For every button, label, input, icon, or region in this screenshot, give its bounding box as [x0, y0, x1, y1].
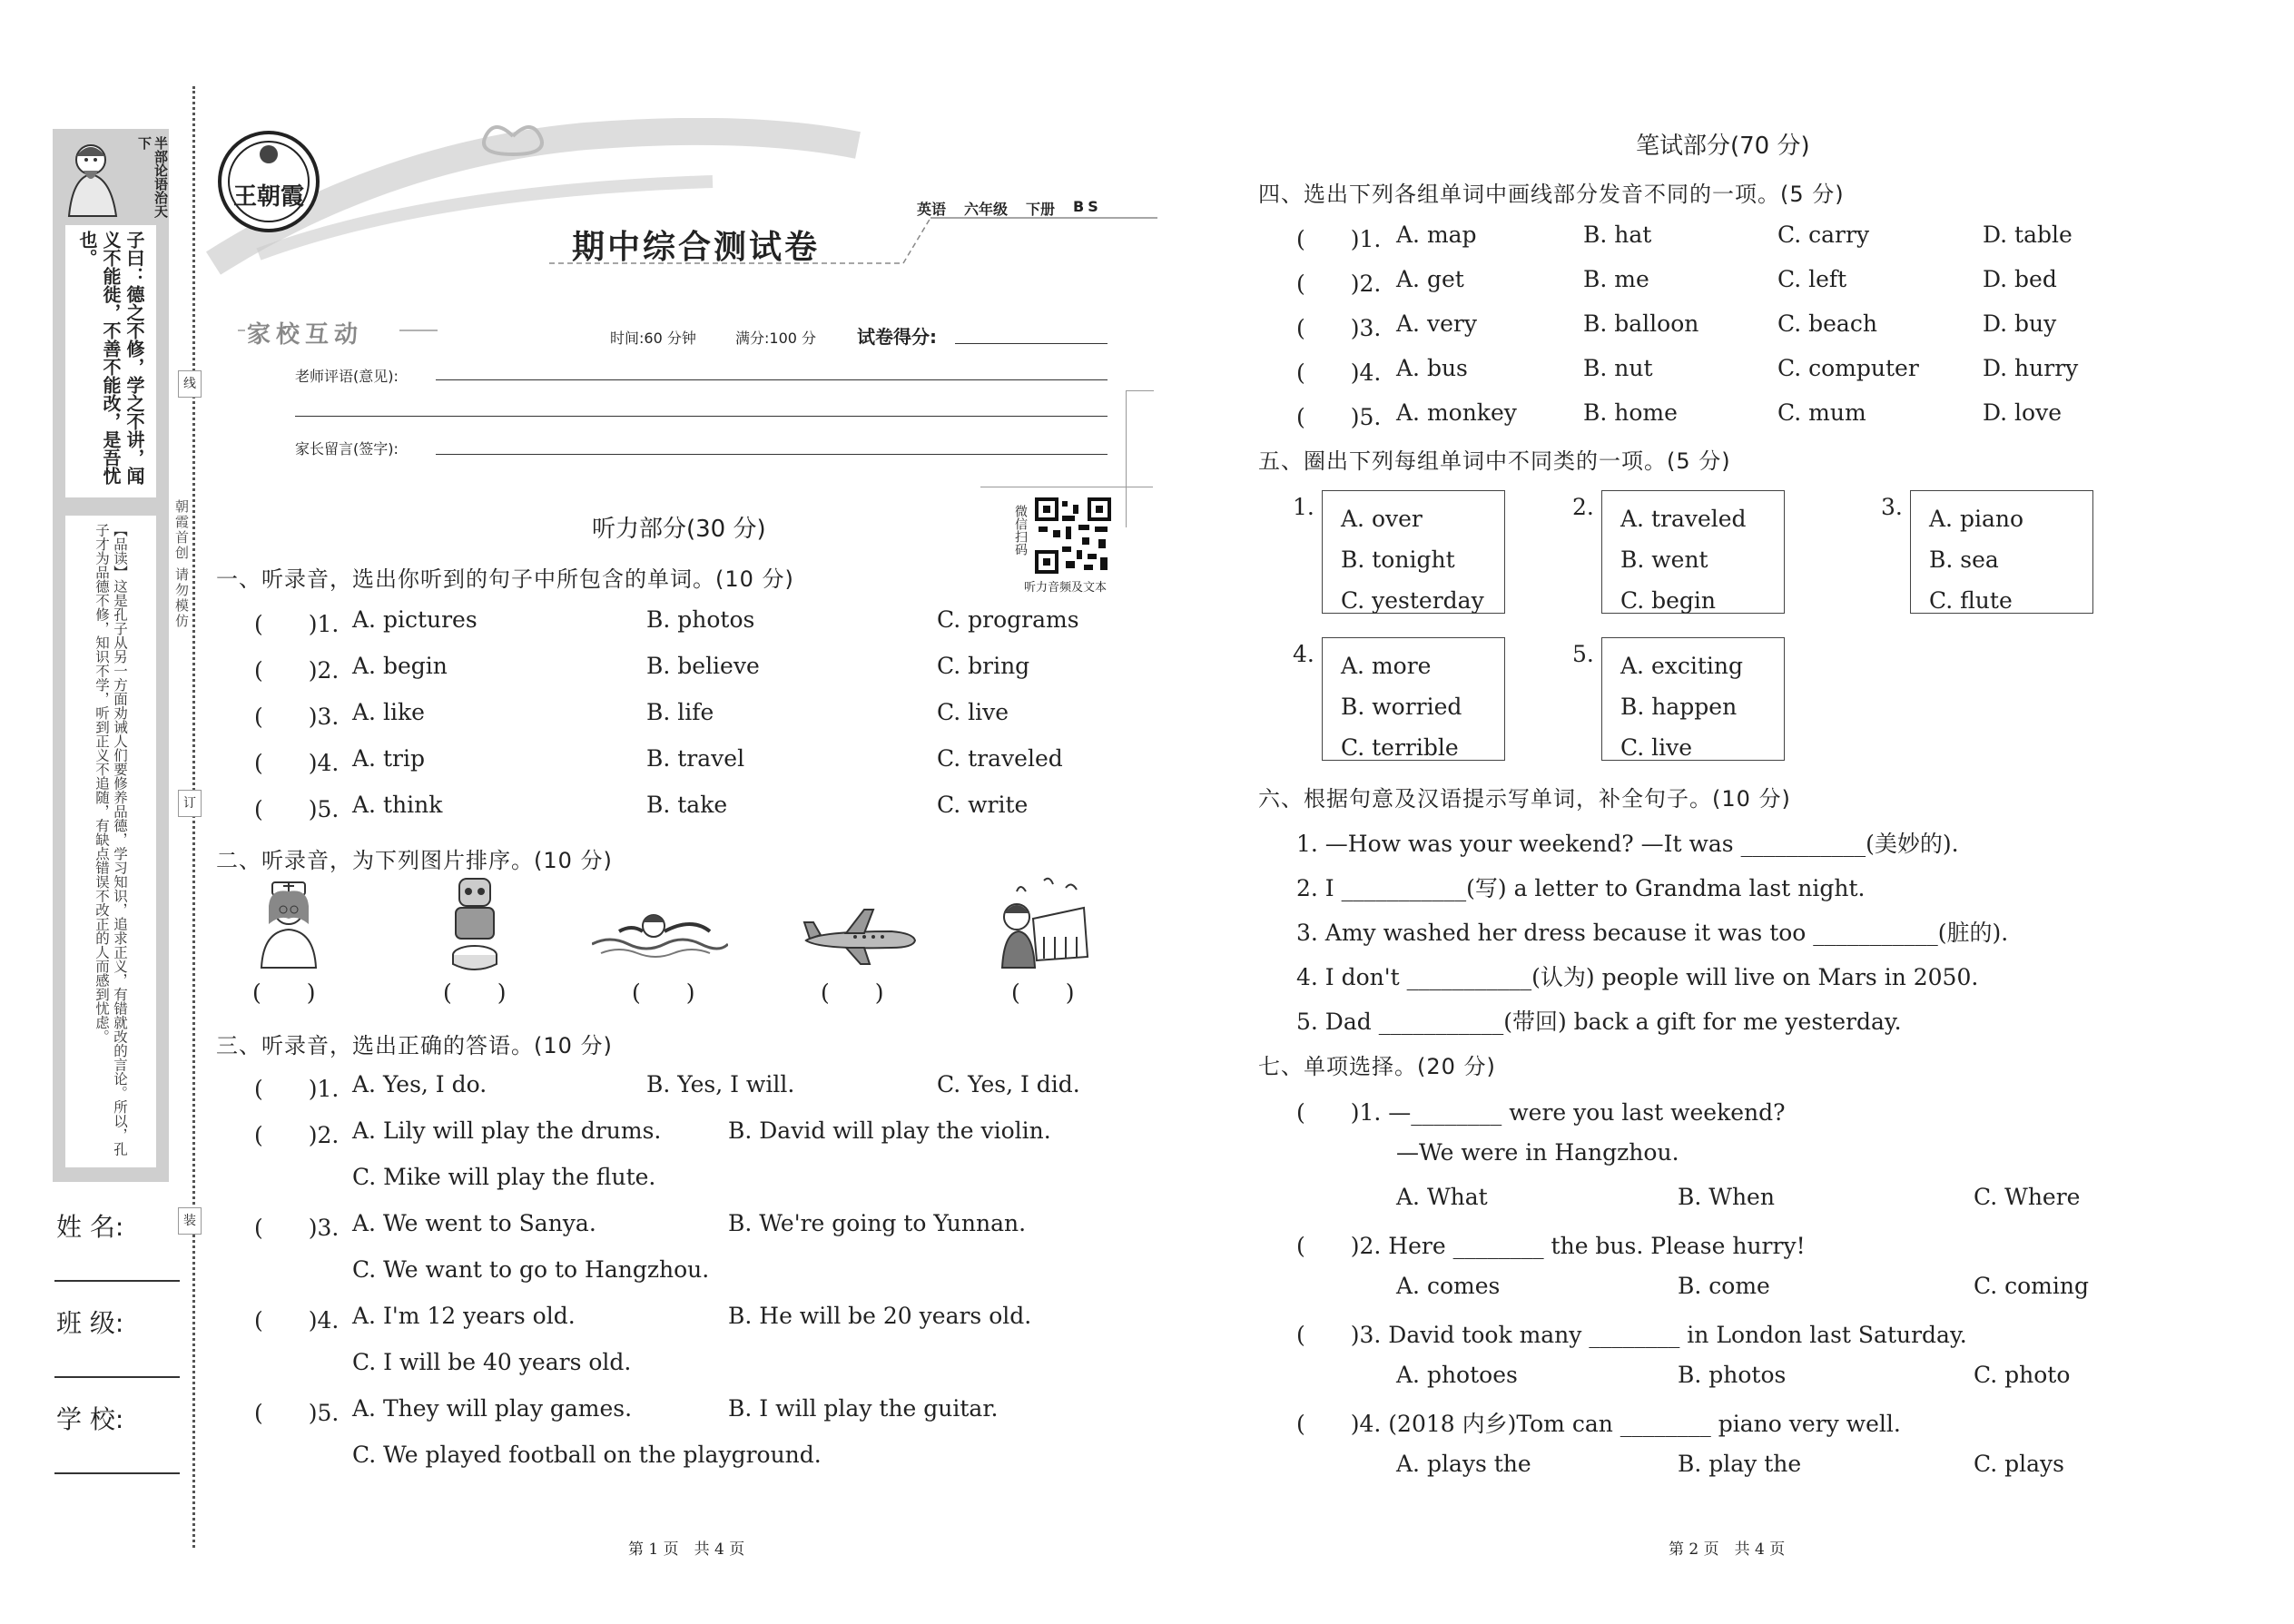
name-field[interactable] [54, 1280, 180, 1282]
binding-mark-bind: 装 [178, 1207, 202, 1235]
qr-scan-note: 微信扫码 [1013, 505, 1028, 556]
order-blank-4[interactable]: ( ) [821, 979, 884, 1006]
class-label: 班 级: [56, 1308, 124, 1338]
tag-volume: 下册 [1026, 201, 1056, 218]
option-b[interactable]: B. When [1678, 1184, 1775, 1210]
name-label: 姓 名: [56, 1212, 124, 1242]
group-number: 1. [1293, 494, 1314, 520]
s1-item [254, 745, 1162, 792]
group-option[interactable]: A. exciting [1620, 653, 1743, 679]
mc-item-2 [1296, 1228, 2259, 1319]
option-a[interactable]: A. very [1396, 310, 1477, 337]
option-a[interactable]: A. monkey [1396, 399, 1517, 426]
option-c[interactable]: C. computer [1777, 355, 1919, 381]
s3-item-4 [254, 1303, 1162, 1384]
answer-blank[interactable]: ( )3. [1296, 315, 1382, 341]
option-c[interactable]: C. Mike will play the flute. [352, 1164, 656, 1190]
mc-stem[interactable]: ( )4. (2018 内乡)Tom can ________ piano very well. [1296, 1411, 1901, 1437]
group-number: 3. [1881, 494, 1903, 520]
s4-item [1296, 399, 2277, 444]
word-group-5 [1601, 637, 1785, 761]
answer-blank[interactable]: ( )3. [254, 704, 340, 730]
answer-blank[interactable]: ( )5. [1296, 404, 1382, 430]
s1-item [254, 606, 1162, 653]
group-number: 4. [1293, 641, 1314, 667]
option-a[interactable]: A. plays the [1396, 1451, 1531, 1477]
option-d[interactable]: D. table [1983, 221, 2072, 248]
answer-blank[interactable]: ( )4. [254, 750, 340, 776]
qr-code[interactable] [1035, 497, 1111, 574]
option-c[interactable]: C. We played football on the playground. [352, 1442, 822, 1468]
option-c[interactable]: C. write [937, 792, 1029, 818]
option-a[interactable]: A. I'm 12 years old. [352, 1303, 576, 1329]
fill-sentence[interactable]: 3. Amy washed her dress because it was too ___________(脏的). [1296, 920, 2009, 946]
option-b[interactable]: B. nut [1583, 355, 1653, 381]
option-b[interactable]: B. We're going to Yunnan. [728, 1210, 1027, 1236]
school-label: 学 校: [56, 1404, 124, 1434]
brand-logo-text: 王朝霞 [232, 183, 304, 211]
option-a[interactable]: A. think [352, 792, 443, 818]
option-b[interactable]: B. He will be 20 years old. [728, 1303, 1032, 1329]
paper-score-label: 试卷得分: [857, 326, 937, 348]
option-b[interactable]: B. take [646, 792, 728, 818]
mc-stem-reply: —We were in Hangzhou. [1396, 1139, 1679, 1166]
option-b[interactable]: B. play the [1678, 1451, 1802, 1477]
option-b[interactable]: B. believe [646, 653, 760, 679]
option-d[interactable]: D. buy [1983, 310, 2057, 337]
confucius-illustration [56, 134, 136, 218]
word-group-4 [1322, 637, 1505, 761]
tag-subject: 英语 [917, 201, 947, 218]
tag-edition: BS [1073, 198, 1102, 215]
option-b[interactable]: B. Yes, I will. [646, 1071, 795, 1097]
class-field[interactable] [54, 1376, 180, 1378]
answer-blank[interactable]: ( )2. [1296, 271, 1382, 297]
mc-stem[interactable]: ( )2. Here ________ the bus. Please hurry! [1296, 1233, 1806, 1259]
mc-item-1 [1296, 1095, 2259, 1231]
group-option[interactable]: C. terrible [1341, 734, 1459, 761]
group-option[interactable]: A. piano [1929, 506, 2024, 532]
mc-item-4 [1296, 1406, 2259, 1497]
group-option[interactable]: C. flute [1929, 587, 2013, 614]
option-c[interactable]: C. live [937, 699, 1009, 725]
s4-item [1296, 355, 2277, 399]
option-a[interactable]: A. map [1396, 221, 1477, 248]
header-frame-lines [1126, 390, 1154, 527]
fill-sentence[interactable]: 4. I don't ___________(认为) people will live on Mars in 2050. [1296, 964, 1979, 990]
section-4-list [1296, 221, 2277, 444]
school-field[interactable] [54, 1472, 180, 1474]
group-option[interactable]: B. happen [1620, 694, 1738, 720]
option-a[interactable]: A. get [1396, 266, 1464, 292]
answer-blank[interactable]: ( )3. [254, 1215, 340, 1241]
writing-part-title: 笔试部分(70 分) [1636, 133, 1810, 160]
s3-item-1 [254, 1071, 1162, 1107]
paper-score-field[interactable] [955, 343, 1108, 344]
order-blank-1[interactable]: ( ) [252, 979, 316, 1006]
picture-doctor [252, 879, 325, 969]
option-b[interactable]: B. life [646, 699, 714, 725]
picture-swimming [592, 899, 728, 962]
option-c[interactable]: C. We want to go to Hangzhou. [352, 1256, 710, 1283]
option-c[interactable]: C. left [1777, 266, 1847, 292]
option-d[interactable]: D. bed [1983, 266, 2057, 292]
answer-blank[interactable]: ( )4. [254, 1307, 340, 1334]
section-6-title: 六、根据句意及汉语提示写单词，补全句子。(10 分) [1258, 786, 1791, 812]
word-group-3 [1910, 490, 2093, 614]
mc-stem[interactable]: ( )1. —________ were you last weekend? [1296, 1099, 1786, 1126]
section-6-list [1296, 826, 2259, 1048]
option-d[interactable]: D. hurry [1983, 355, 2079, 381]
answer-blank[interactable]: ( )1. [254, 1076, 340, 1102]
picture-airplane [801, 904, 919, 968]
group-option[interactable]: C. begin [1620, 587, 1717, 614]
page-1-footer: 第 1 页 共 4 页 [628, 1540, 745, 1559]
option-b[interactable]: B. I will play the guitar. [728, 1395, 999, 1422]
group-option[interactable]: A. more [1341, 653, 1432, 679]
parent-comment-field[interactable] [436, 454, 1108, 455]
option-a[interactable]: A. Yes, I do. [352, 1071, 487, 1097]
s4-item [1296, 310, 2277, 355]
group-number: 5. [1572, 641, 1594, 667]
fill-sentence[interactable]: 2. I ___________(写) a letter to Grandma last night. [1296, 875, 1866, 901]
section-4-title: 四、选出下列各组单词中画线部分发音不同的一项。(5 分) [1258, 182, 1845, 207]
tag-grade: 六年级 [964, 201, 1009, 218]
teacher-comment-line-1[interactable] [436, 379, 1108, 380]
fill-sentence[interactable]: 5. Dad ___________(带回) back a gift for me yesterday. [1296, 1009, 1902, 1035]
group-option[interactable]: B. went [1620, 546, 1708, 573]
binding-mark-staple: 订 [178, 790, 202, 817]
word-group-1 [1322, 490, 1505, 614]
option-c[interactable]: C. traveled [937, 745, 1063, 772]
s3-item-3 [254, 1210, 1162, 1292]
option-c[interactable]: C. bring [937, 653, 1030, 679]
option-a[interactable]: A. comes [1396, 1273, 1501, 1299]
qr-caption: 听力音频及文本 [1024, 581, 1108, 595]
option-a[interactable]: A. begin [352, 653, 448, 679]
group-option[interactable]: B. tonight [1341, 546, 1455, 573]
option-c[interactable]: C. mum [1777, 399, 1866, 426]
option-b[interactable]: B. me [1583, 266, 1649, 292]
option-a[interactable]: A. They will play games. [352, 1395, 633, 1422]
option-c[interactable]: C. plays [1974, 1451, 2064, 1477]
group-option[interactable]: B. sea [1929, 546, 1999, 573]
confucius-quote: 子曰：德之不修，学之不讲，闻义不能徙，不善不能改，是吾忧也。 [76, 231, 145, 485]
binding-line [192, 86, 195, 1548]
answer-blank[interactable]: ( )5. [254, 796, 340, 822]
s1-item [254, 792, 1162, 838]
group-option[interactable]: C. yesterday [1341, 587, 1484, 614]
section-7-title: 七、单项选择。(20 分) [1258, 1054, 1496, 1079]
mc-stem[interactable]: ( )3. David took many ________ in London last Saturday. [1296, 1322, 1967, 1348]
s3-item-5 [254, 1395, 1162, 1477]
option-a[interactable]: A. Lily will play the drums. [352, 1117, 662, 1144]
score-total-label: 满分:100 分 [735, 330, 817, 347]
teacher-comment-label: 老师评语(意见): [295, 368, 399, 385]
option-b[interactable]: B. hat [1583, 221, 1652, 248]
confucius-quote-box [65, 225, 156, 497]
word-group-2 [1601, 490, 1785, 614]
page-2-footer: 第 2 页 共 4 页 [1669, 1540, 1786, 1559]
option-c[interactable]: C. coming [1974, 1273, 2089, 1299]
option-b[interactable]: B. David will play the violin. [728, 1117, 1051, 1144]
commentary-box [65, 516, 156, 1167]
option-c[interactable]: C. Where [1974, 1184, 2081, 1210]
option-d[interactable]: D. love [1983, 399, 2063, 426]
option-c[interactable]: C. programs [937, 606, 1079, 633]
section-1-list [254, 606, 1162, 838]
group-number: 2. [1572, 494, 1594, 520]
s3-item-2 [254, 1117, 1162, 1199]
picture-robot-drum [443, 873, 507, 973]
option-c[interactable]: C. photo [1974, 1362, 2071, 1388]
group-option[interactable]: A. traveled [1620, 506, 1747, 532]
order-blank-5[interactable]: ( ) [1011, 979, 1075, 1006]
section-3-title: 三、听录音，选出正确的答语。(10 分) [216, 1033, 613, 1058]
option-b[interactable]: B. balloon [1583, 310, 1699, 337]
s1-item [254, 699, 1162, 745]
order-blank-2[interactable]: ( ) [443, 979, 507, 1006]
answer-blank[interactable]: ( )2. [254, 657, 340, 684]
group-option[interactable]: B. worried [1341, 694, 1462, 720]
section-1-title: 一、听录音，选出你听到的句子中所包含的单词。(10 分) [216, 566, 794, 592]
option-b[interactable]: B. travel [646, 745, 745, 772]
answer-blank[interactable]: ( )1. [254, 611, 340, 637]
group-option[interactable]: C. live [1620, 734, 1693, 761]
option-a[interactable]: A. trip [352, 745, 425, 772]
answer-blank[interactable]: ( )4. [1296, 359, 1382, 386]
picture-piano [989, 873, 1091, 973]
section-2-title: 二、听录音，为下列图片排序。(10 分) [216, 848, 613, 873]
option-b[interactable]: B. come [1678, 1273, 1770, 1299]
time-label: 时间:60 分钟 [610, 330, 696, 347]
section-5-title: 五、圈出下列每组单词中不同类的一项。(5 分) [1258, 448, 1731, 474]
listening-part-title: 听力部分(30 分) [592, 516, 766, 543]
s1-item [254, 653, 1162, 699]
s4-item [1296, 221, 2277, 266]
order-blank-3[interactable]: ( ) [632, 979, 695, 1006]
sidebar-motto: 半部论语治天下 [136, 136, 169, 218]
mc-item-3 [1296, 1317, 2259, 1408]
answer-blank[interactable]: ( )5. [254, 1400, 340, 1426]
subject-tags [917, 198, 1102, 219]
option-c[interactable]: C. Yes, I did. [937, 1071, 1080, 1097]
answer-blank[interactable]: ( )1. [1296, 226, 1382, 252]
option-a[interactable]: A. We went to Sanya. [352, 1210, 596, 1236]
group-option[interactable]: A. over [1341, 506, 1423, 532]
option-c[interactable]: C. beach [1777, 310, 1877, 337]
option-c[interactable]: C. I will be 40 years old. [352, 1349, 632, 1375]
option-b[interactable]: B. photos [646, 606, 755, 633]
commentary-text: 【品读】这是孔子从另一方面劝诫人们要修养品德，学习知识，追求正义，有错就改的言论。所以，孔子才为品德不修，知识不学，听到正义不追随，有缺点错误不改正的人而感到忧虑。 [94, 523, 128, 1156]
option-a[interactable]: A. What [1396, 1184, 1488, 1210]
home-school-label: 家校互动 [247, 321, 364, 349]
option-c[interactable]: C. carry [1777, 221, 1870, 248]
option-a[interactable]: A. photoes [1396, 1362, 1518, 1388]
copyright-note: 朝霞首创 请勿模仿 [173, 499, 190, 629]
option-a[interactable]: A. like [352, 699, 425, 725]
teacher-comment-line-2[interactable] [295, 416, 1108, 417]
option-b[interactable]: B. photos [1678, 1362, 1787, 1388]
answer-blank[interactable]: ( )2. [254, 1122, 340, 1148]
exam-title: 期中综合测试卷 [572, 228, 821, 266]
parent-comment-label: 家长留言(签字): [295, 440, 399, 458]
fill-sentence[interactable]: 1. —How was your weekend? —It was ___________(美妙的). [1296, 831, 1959, 857]
binding-mark-line: 线 [178, 370, 202, 398]
s4-item [1296, 266, 2277, 310]
option-a[interactable]: A. pictures [352, 606, 478, 633]
option-a[interactable]: A. bus [1396, 355, 1468, 381]
option-b[interactable]: B. home [1583, 399, 1678, 426]
